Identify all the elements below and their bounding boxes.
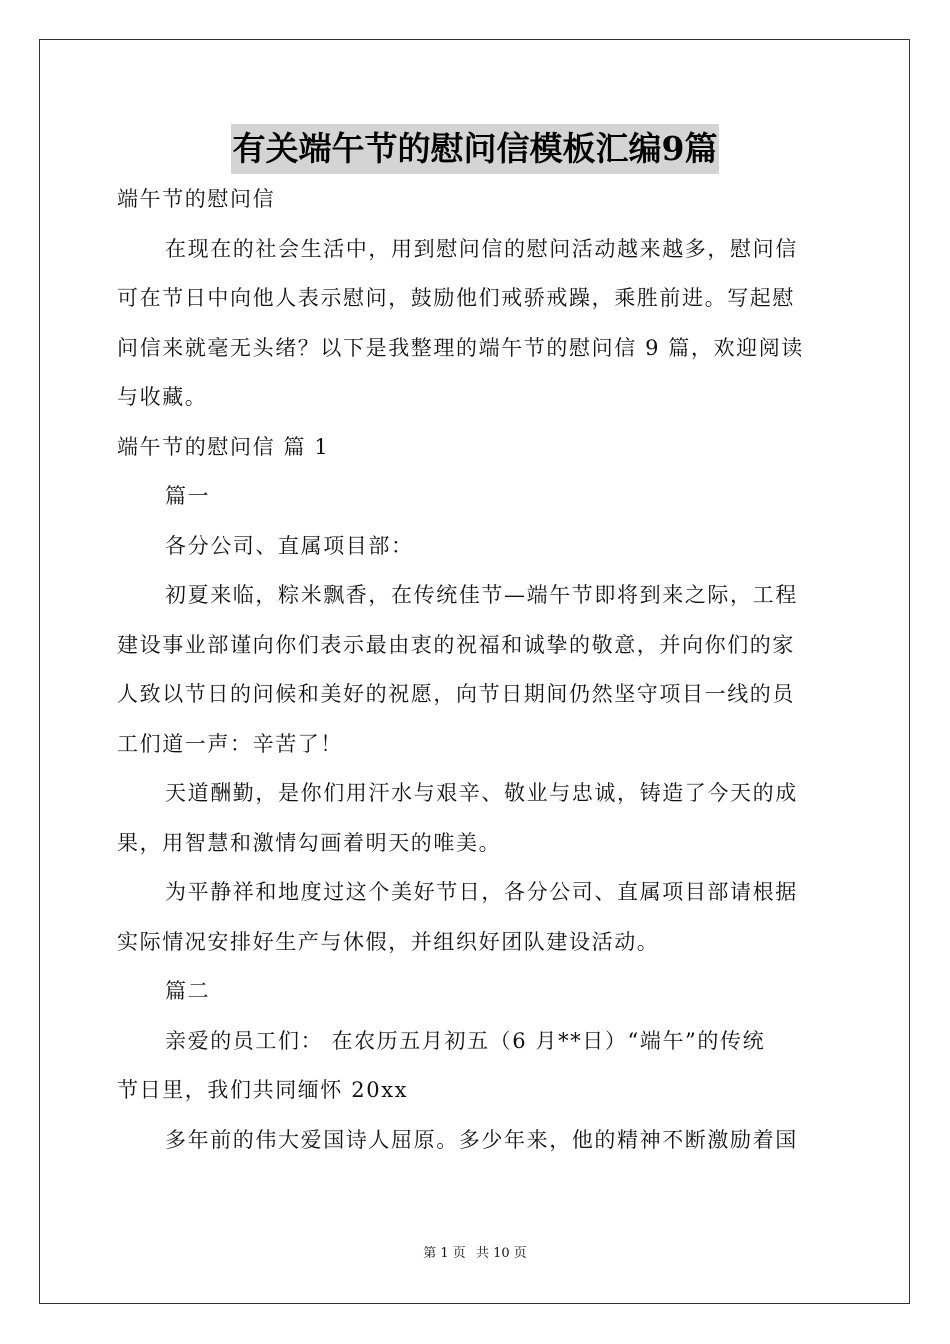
text-line: 人致以节日的问候和美好的祝愿，向节日期间仍然坚守项目一线的员: [117, 682, 795, 706]
document-title: 有关端午节的慰问信模板汇编9篇: [231, 124, 720, 174]
text-line: 在现在的社会生活中，用到慰问信的慰问活动越来越多，慰问信: [165, 236, 798, 261]
title-container: [0, 124, 950, 174]
text-line: 实际情况安排好生产与休假，并组织好团队建设活动。: [117, 929, 660, 954]
text-line: 亲爱的员工们： 在农历五月初五（6 月**日）“端午”的传统: [165, 1028, 766, 1053]
text-line: 端午节的慰问信 篇 1: [117, 434, 330, 459]
text-line: 各分公司、直属项目部：: [165, 533, 414, 558]
text-line: 果，用智慧和激情勾画着明天的唯美。: [117, 830, 502, 855]
text-line: 篇一: [165, 484, 211, 508]
document-body: [117, 175, 835, 1165]
text-line: 问信来就毫无头绪？以下是我整理的端午节的慰问信 9 篇，欢迎阅读: [117, 335, 804, 360]
text-line: 可在节日中向他人表示慰问，鼓励他们戒骄戒躁，乘胜前进。写起慰: [117, 286, 795, 310]
text-line: 与收藏。: [117, 385, 208, 409]
page-total: 共 10 页: [475, 1246, 527, 1261]
page-number: 第 1 页: [423, 1246, 466, 1261]
text-line: 多年前的伟大爱国诗人屈原。多少年来，他的精神不断激励着国: [165, 1127, 798, 1152]
text-line: 天道酬勤，是你们用汗水与艰辛、敬业与忠诚，铸造了今天的成: [165, 781, 798, 805]
text-line: 建设事业部谨向你们表示最由衷的祝福和诚挚的敬意，并向你们的家: [117, 632, 795, 657]
text-line: 篇二: [165, 979, 211, 1003]
text-line: 工们道一声：辛苦了！: [117, 731, 343, 756]
text-line: 节日里，我们共同缅怀 20xx: [117, 1078, 409, 1102]
text-line: 端午节的慰问信: [117, 187, 276, 211]
page-footer: [0, 1244, 950, 1264]
text-line: 为平静祥和地度过这个美好节日，各分公司、直属项目部请根据: [165, 880, 798, 904]
text-line: 初夏来临，粽米飘香，在传统佳节—端午节即将到来之际，工程: [165, 583, 798, 607]
